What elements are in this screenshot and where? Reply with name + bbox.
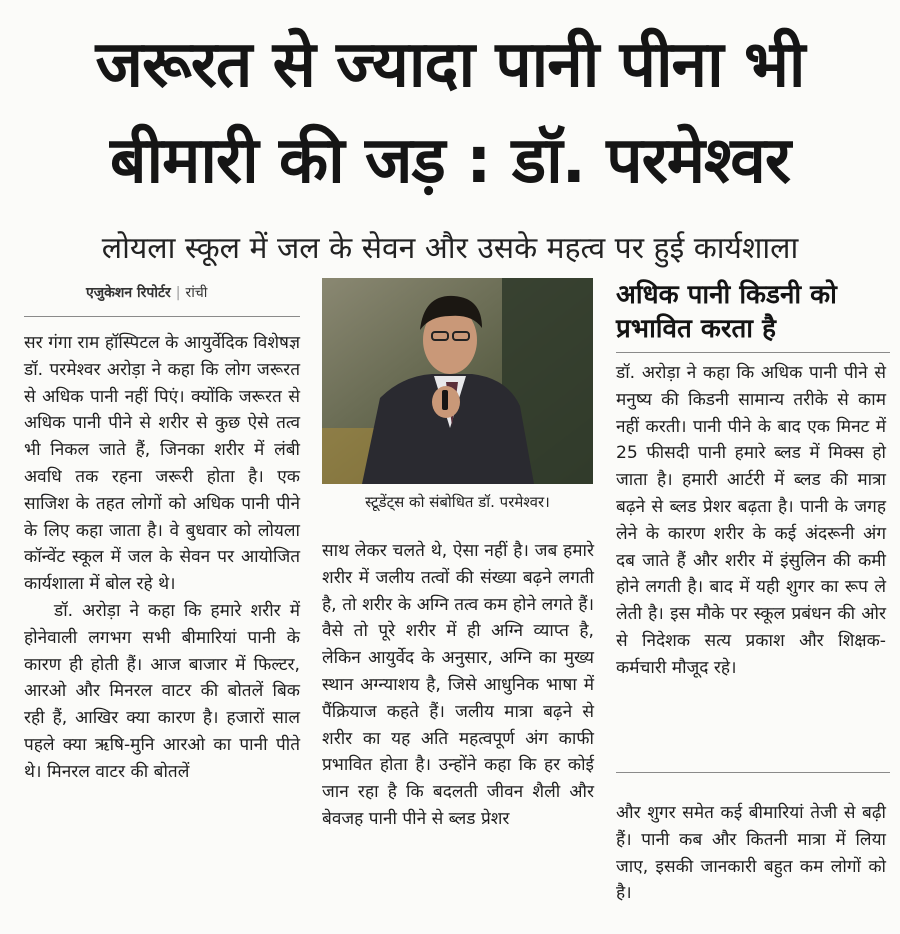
byline-city: रांची [185, 285, 208, 301]
headline-line-1: जरूरत से ज्यादा पानी पीना भी [95, 28, 805, 102]
subheading-rule [616, 352, 890, 353]
column2-paragraph-1: साथ लेकर चलते थे, ऐसा नहीं है। जब हमारे शरीर में जलीय तत्वों की संख्या बढ़ने लगती है, तो शरीर के अग्नि तत्व कम होने लगते हैं। वैसे तो पूरे शरीर में ही अग्नि व्याप्त है, लेकिन आयुर्वेद के अनुसार, अग्नि का मुख्य स्थान अग्न्याशय है, जिसे आधुनिक भाषा में पैंक्रियाज कहते हैं। जलीय मात्रा बढ़ने से शरीर का यह अति महत्वपूर्ण अंग काफी प्रभावित होता है। उन्होंने कहा कि हर कोई जान रहा है कि बदलती जीवन शैली और बेवजह पानी पीने से ब्लड प्रेशर [322, 541, 594, 829]
article-column-2 [322, 538, 594, 833]
byline-reporter: एजुकेशन रिपोर्टर [86, 285, 171, 301]
sub-headline: लोयला स्कूल में जल के सेवन और उसके महत्व पर हुई कार्यशाला [101, 231, 799, 266]
article-column-3-top [616, 360, 886, 682]
byline-separator: | [175, 285, 181, 301]
column-divider [24, 316, 300, 317]
column3-subheading: अधिक पानी किडनी को प्रभावित करता है [616, 280, 837, 344]
article-column-1 [24, 330, 300, 786]
article-column-3-bottom [616, 800, 886, 907]
column3-divider [616, 772, 890, 773]
byline [86, 283, 207, 302]
column1-paragraph-1: सर गंगा राम हॉस्पिटल के आयुर्वेदिक विशेषज्ञ डॉ. परमेश्वर अरोड़ा ने कहा कि लोग जरूरत से अधिक पानी नहीं पिएं। क्योंकि जरूरत से अधिक पानी पीने से शरीर से कुछ ऐसे तत्व भी निकल जाते हैं, जिनका शरीर में लंबी अवधि तक रहना जरूरी होता है। एक साजिश के तहत लोगों को अधिक पानी पीने के लिए कहा जाता है। वे बुधवार को लोयला कॉन्वेंट स्कूल में जल के सेवन पर आयोजित कार्यशाला में बोल रहे थे। [24, 333, 300, 595]
headline-line-2: बीमारी की जड़ : डॉ. परमेश्वर [109, 124, 791, 198]
column3-paragraph-2: और शुगर समेत कई बीमारियां तेजी से बढ़ी हैं। पानी कब और कितनी मात्रा में लिया जाए, इसकी जानकारी बहुत कम लोगों को है। [616, 803, 886, 904]
column3-paragraph-1: डॉ. अरोड़ा ने कहा कि अधिक पानी पीने से मनुष्य की किडनी सामान्य तरीके से काम नहीं करती। पानी पीने के बाद एक मिनट में 25 फीसदी पानी हमारे ब्लड में मिक्स हो जाता है। हमारी आर्टरी में ब्लड की मात्रा बढ़ने से ब्लड प्रेशर बढ़ता है। पानी के जगह लेने के कारण शरीर के कई अंदरूनी अंग दब जाते हैं और शरीर में इंसुलिन की कमी होने लगती है। बाद में यही शुगर का रूप ले लेती है। इस मौके पर स्कूल प्रबंधन की ओर से निदेशक सत्य प्रकाश और शिक्षक-कर्मचारी मौजूद रहे। [616, 363, 886, 678]
photo-caption: स्टूडेंट्स को संबोधित डॉ. परमेश्वर। [365, 493, 550, 511]
speaker-photo [322, 278, 593, 484]
column1-paragraph-2: डॉ. अरोड़ा ने कहा कि हमारे शरीर में होनेवाली लगभग सभी बीमारियां पानी के कारण ही होती हैं। आज बाजार में फिल्टर, आरओ और मिनरल वाटर की बोतलें बिक रही हैं, आखिर क्या कारण है। हजारों साल पहले क्या ऋषि-मुनि आरओ का पानी पीते थे। मिनरल वाटर की बोतलें [24, 600, 300, 782]
